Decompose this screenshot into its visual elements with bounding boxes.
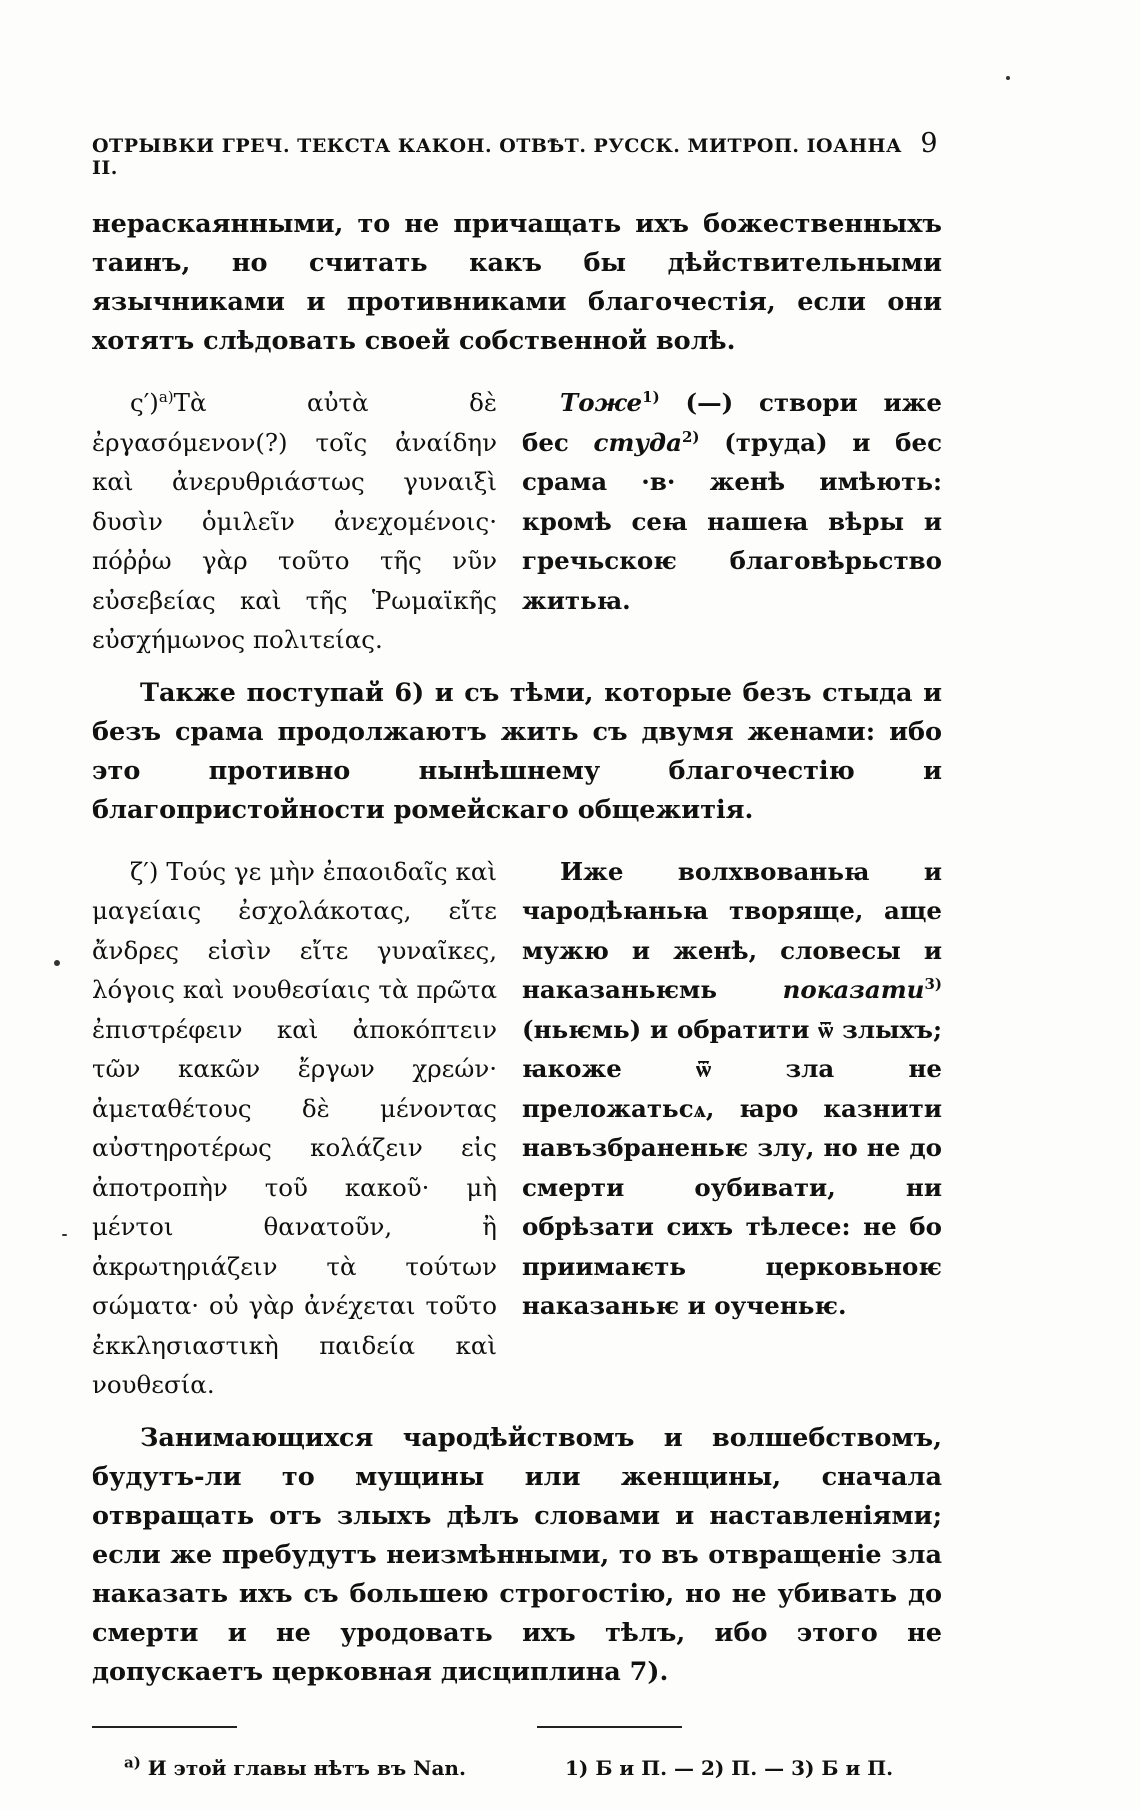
footnote-ref-a: a) xyxy=(158,387,174,406)
section-6-greek-text: Τὰ αὐτὰ δὲ ἐργασόμενον(?) τοῖς ἀναίδην καὶ ἀνερυθριάστως γυναιξὶ δυσὶν ὁμιλεῖν ἀνεχομένοις· πόῤῥω γὰρ τοῦτο τῆς νῦν εὐσεβείας καὶ τῆς Ῥωμαϊκῆς εὐσχήμωνος πολιτείας. xyxy=(92,388,497,654)
page-number: 9 xyxy=(920,128,938,159)
running-head xyxy=(92,128,942,179)
section-7-slavonic-text-1: Иже волхвованьꙗ и чародѣꙗньꙗ творяще, аще мужю и женѣ, словесы и наказаньѥмь xyxy=(522,856,942,1004)
footnote-rules xyxy=(92,1726,942,1728)
paper-speck xyxy=(62,1234,67,1236)
section-6-greek xyxy=(92,383,497,660)
footnote-ref-2: 2) xyxy=(681,427,700,446)
footnote-ref-3: 3) xyxy=(924,974,942,993)
footnote-left xyxy=(92,1752,537,1780)
footnote-ref-1: 1) xyxy=(642,387,660,406)
section-7-slavonic xyxy=(522,852,942,1405)
section-6-columns xyxy=(92,383,942,660)
slavonic-word-tozhe: Тоже xyxy=(560,388,643,417)
slavonic-word-studa: студа xyxy=(593,427,682,457)
footnote-left-marker: a) xyxy=(124,1752,141,1771)
running-head-title: ОТРЫВКИ ГРЕЧ. ТЕКСТА КАКОН. ОТВѢТ. РУССК. МИТРОП. IОАННА II. xyxy=(92,135,902,179)
intro-paragraph: нераскаянными, то не причащать ихъ божественныхъ таинъ, но считать какъ бы дѣйствительными язычниками и противниками благочестія, если они хотятъ слѣдовать своей собственной волѣ. xyxy=(92,209,942,356)
section-6-slavonic-text-2: (труда) и бес срама ·в· женѣ имѣють: кромѣ сеꙗ нашеꙗ вѣры и гречьскоѥ благовѣрьство житьꙗ. xyxy=(522,427,942,615)
section-6-marker: ς′) xyxy=(130,388,159,417)
paper-speck xyxy=(1006,76,1010,80)
section-7-greek-text: Τούς γε μὴν ἐπαοιδαῖς καὶ μαγείαις ἐσχολάκοτας, εἴτε ἄνδρες εἰσὶν εἴτε γυναῖκες, λόγοις καὶ νουθεσίαις τὰ πρῶτα ἐπιστρέφειν καὶ ἀποκόπτειν τῶν κακῶν ἔργων χρεών· ἀμεταθέτους δὲ μένοντας αὐστηροτέρως κολάζειν εἰς ἀποτροπὴν τοῦ κακοῦ· μὴ μέντοι θανατοῦν, ἢ ἀκρωτηριάζειν τὰ τούτων σώματα· οὐ γὰρ ἀνέχεται τοῦτο ἐκκλησιαστικὴ παιδεία καὶ νουθεσία. xyxy=(92,856,497,1399)
book-page xyxy=(92,128,942,1780)
section-7-slavonic-text-2: (ньѥмь) и обратити ѿ злыхъ; ꙗкоже ѿ зла не преложатьсѧ, ꙗро казнити навъзбраненьѥ злу, но не до смерти оубивати, ни обрѣзати сихъ тѣлесе: не бо приимаѥть церковьноѥ наказаньѥ и оученьѥ. xyxy=(522,1014,942,1320)
footnote-right xyxy=(537,1756,937,1780)
slavonic-word-pokazati: показати xyxy=(782,975,925,1004)
footnote-left-text: И этой главы нѣтъ въ Nan. xyxy=(140,1755,466,1780)
section-6-slavonic xyxy=(522,383,942,660)
section-7-columns xyxy=(92,852,942,1405)
section-7-marker: ζ′) xyxy=(130,856,159,886)
paper-speck xyxy=(54,960,60,966)
section-6-translation: Также поступай 6) и съ тѣми, которые безъ стыда и безъ срама продолжаютъ жить съ двумя женами: ибо это противно нынѣшнему благочестію и благопристойности ромейскаго общежитія. xyxy=(92,677,942,825)
section-6-slavonic-text-1: (—) створи иже бес xyxy=(522,388,942,457)
footnote-rule-left xyxy=(92,1726,237,1728)
footnote-rule-right xyxy=(537,1726,682,1728)
footnotes xyxy=(92,1752,942,1780)
section-7-translation: Занимающихся чародѣйствомъ и волшебствомъ, будутъ-ли то мущины или женщины, сначала отвращать отъ злыхъ дѣлъ словами и наставленіями; если же пребудутъ неизмѣнными, то въ отвращеніе зла наказать ихъ съ большею строгостію, но не убивать до смерти и не уродовать ихъ тѣлъ, ибо этого не допускаетъ церковная дисциплина 7). xyxy=(92,1422,942,1687)
section-7-greek xyxy=(92,852,497,1405)
footnote-right-text: 1) Б и П. — 2) П. — 3) Б и П. xyxy=(565,1755,894,1780)
